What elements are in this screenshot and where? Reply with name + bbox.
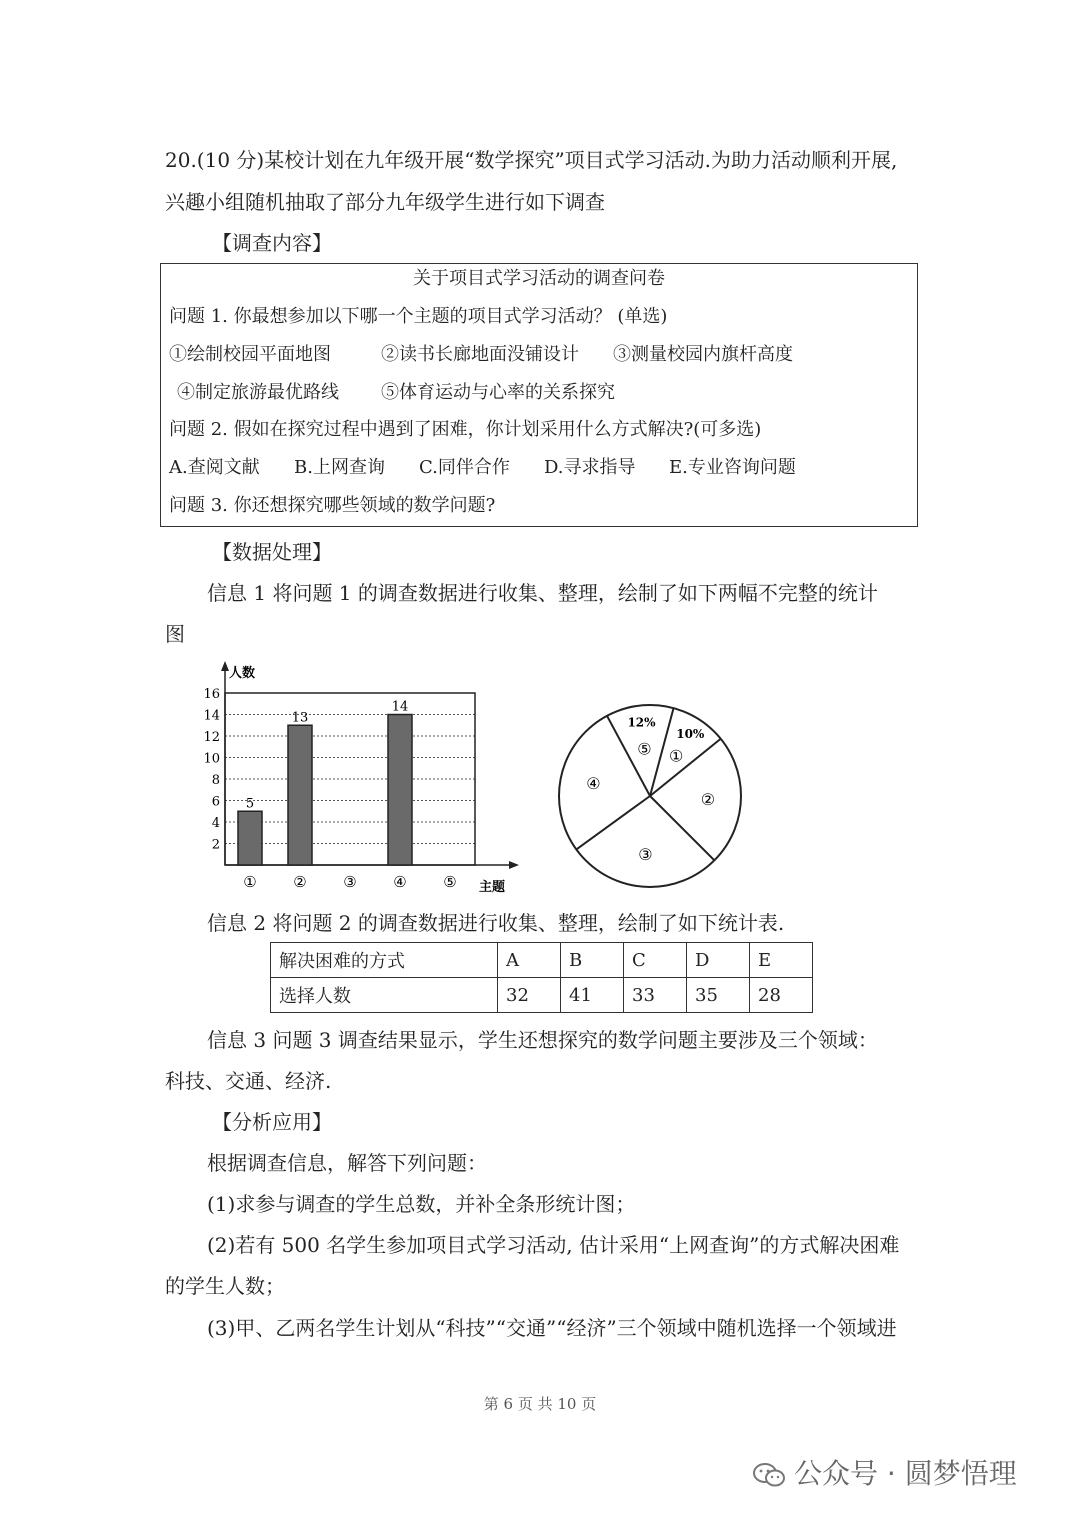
analysis-part-2-line-2: 的学生人数；	[165, 1274, 285, 1298]
bar	[288, 725, 312, 865]
section-data-heading: 【数据处理】	[212, 540, 332, 564]
survey-box	[160, 263, 918, 527]
y-tick-label: 16	[203, 687, 220, 702]
y-axis-arrow	[221, 661, 229, 671]
wechat-icon	[752, 1462, 786, 1488]
survey-q1: 问题 1. 你最想参加以下哪一个主题的项目式学习活动？ (单选)	[169, 306, 668, 327]
info2-text: 信息 2 将问题 2 的调查数据进行收集、整理，绘制了如下统计表.	[207, 911, 785, 935]
survey-q1-option-1: ①绘制校园平面地图	[169, 344, 331, 365]
info1-line-2: 图	[165, 622, 185, 646]
bar	[388, 715, 412, 866]
question-line-1: 20.(10 分)某校计划在九年级开展“数学探究”项目式学习活动.为助力活动顺利开展,	[165, 148, 898, 172]
y-tick-label: 14	[203, 708, 220, 724]
analysis-part-1: (1)求参与调查的学生总数，并补全条形统计图；	[207, 1192, 636, 1216]
table-cell: 35	[687, 978, 750, 1013]
y-tick-label: 12	[203, 730, 220, 745]
x-tick-label: ①	[243, 873, 257, 891]
y-tick-label: 4	[211, 816, 220, 831]
survey-q1-option-4: ④制定旅游最优路线	[177, 382, 339, 403]
pie-slice-label: ③	[638, 844, 653, 864]
pie-slice-label: ①	[668, 746, 684, 766]
table-row	[271, 978, 813, 1013]
analysis-intro: 根据调查信息，解答下列问题：	[207, 1151, 487, 1175]
y-axis-label: 人数	[229, 666, 256, 681]
table-header-cell: E	[750, 943, 813, 978]
x-tick-label: ②	[293, 873, 307, 891]
pie-slice-label: ④	[586, 774, 601, 794]
table-header-cell: B	[561, 943, 624, 978]
watermark	[752, 1452, 1017, 1492]
pie-slice-label: ⑤	[637, 739, 652, 759]
section-analysis-heading: 【分析应用】	[212, 1110, 332, 1134]
survey-q1-option-2: ②读书长廊地面没铺设计	[381, 344, 579, 365]
survey-q2-option-b: B.上网查询	[294, 457, 385, 478]
table-cell: 28	[750, 978, 813, 1013]
page-footer: 第 6 页 共 10 页	[483, 1395, 597, 1413]
x-axis-arrow	[509, 861, 519, 869]
analysis-part-2-line-1: (2)若有 500 名学生参加项目式学习活动, 估计采用“上网查询”的方式解决困难	[207, 1233, 900, 1257]
bar-data-label: 13	[291, 710, 309, 726]
survey-q1-option-5: ⑤体育运动与心率的关系探究	[381, 382, 615, 403]
info3-line-1: 信息 3 问题 3 调查结果显示，学生还想探究的数学问题主要涉及三个领域：	[207, 1028, 878, 1052]
x-tick-label: ⑤	[443, 873, 457, 891]
table-cell: 32	[498, 978, 561, 1013]
y-tick-label: 10	[203, 751, 220, 767]
pie-percent-label: 12%	[627, 715, 656, 730]
analysis-part-3: (3)甲、乙两名学生计划从“科技”“交通”“经济”三个领域中随机选择一个领域进	[207, 1316, 897, 1340]
y-tick-label: 2	[211, 837, 220, 853]
table-header-cell: C	[624, 943, 687, 978]
table-header-cell: A	[498, 943, 561, 978]
bar-chart	[195, 655, 525, 895]
pie-slice-label: ②	[700, 790, 716, 810]
survey-q3: 问题 3. 你还想探究哪些领域的数学问题?	[169, 495, 496, 516]
survey-title: 关于项目式学习活动的调查问卷	[413, 268, 665, 289]
y-tick-label: 8	[211, 773, 220, 788]
survey-q1-option-3: ③测量校园内旗杆高度	[613, 344, 793, 365]
survey-q2-option-c: C.同伴合作	[419, 457, 510, 478]
pie-percent-label: 10%	[676, 726, 705, 741]
survey-q2: 问题 2. 假如在探究过程中遇到了困难，你计划采用什么方式解决?(可多选)	[169, 419, 762, 440]
bar-data-label: 14	[391, 699, 409, 715]
table-cell: 选择人数	[271, 978, 498, 1013]
bar	[238, 811, 262, 865]
info3-line-2: 科技、交通、经济.	[165, 1069, 332, 1093]
x-tick-label: ④	[393, 873, 407, 891]
method-count-table	[270, 942, 813, 1013]
table-cell: 33	[624, 978, 687, 1013]
table-cell: 41	[561, 978, 624, 1013]
x-axis-label: 主题	[479, 880, 506, 895]
pie-chart	[552, 700, 748, 896]
watermark-text: 公众号 · 圆梦悟理	[794, 1457, 1017, 1490]
table-header-cell: 解决困难的方式	[271, 943, 498, 978]
info1-line-1: 信息 1 将问题 1 的调查数据进行收集、整理，绘制了如下两幅不完整的统计	[207, 581, 878, 605]
section-survey-heading: 【调查内容】	[212, 231, 332, 255]
x-tick-label: ③	[343, 873, 357, 891]
table-header-row	[271, 943, 813, 978]
survey-q2-option-d: D.寻求指导	[544, 457, 636, 478]
bar-data-label: 5	[245, 796, 255, 812]
y-tick-label: 6	[211, 794, 220, 810]
table-header-cell: D	[687, 943, 750, 978]
survey-q2-option-a: A.查阅文献	[169, 457, 260, 478]
survey-q2-option-e: E.专业咨询问题	[669, 457, 796, 478]
question-line-2: 兴趣小组随机抽取了部分九年级学生进行如下调查	[165, 190, 605, 214]
